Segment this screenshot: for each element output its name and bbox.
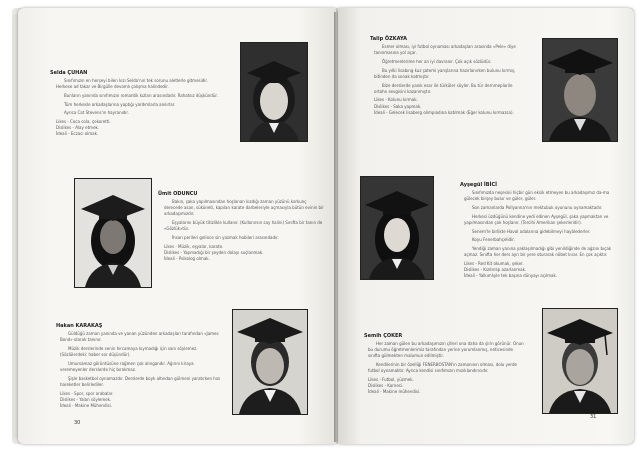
likes-list [368, 377, 526, 396]
student-bio [464, 190, 620, 279]
likes-line: Likes - Müzik, eşyalar, karate. [164, 243, 224, 249]
page-number: 30 [74, 420, 81, 426]
bio-paragraph: Kendilerinin bir özelliği FENERBOSTAN'ın zamanının olması, dolu yerde futbol oynamaktır. Ayrıca kendisi sınıfımızın mızıklandırıcıdır. [368, 362, 517, 374]
bio-paragraph: Güldüğü zaman yanında ve yanan yüzünden arkadaşları tarafından «James Bond» olarak tanınır. [60, 331, 219, 343]
bio-paragraph: Bunların yanında sınıfımızın romantik kızları arasındadır. Rahatsız düşkündür. [64, 92, 218, 98]
student-name: Hakan KARAKAŞ [56, 323, 103, 329]
student-name: Ümit ODUNCU [158, 191, 198, 197]
right-page [338, 8, 634, 444]
page-number: 31 [590, 414, 597, 420]
photo-semih-coker [542, 308, 618, 414]
photo-aysegul-ibici [360, 176, 434, 280]
student-name: Semih ÇOKER [364, 333, 403, 339]
ideal-line: İdeali - Yalkımlıyle tek başına dünyayı açılmak. [464, 273, 558, 279]
likes-line: Likes - Futbol, yüzmek. [368, 377, 414, 383]
dislikes-line: Dislikes - Yalan söylemek. [60, 396, 112, 402]
bio-paragraph: Koyu Fenerbahçelidir. [472, 237, 515, 243]
student-name: Ayşegül İBİCİ [460, 182, 497, 188]
student-name: Talip ÖZKAYA [370, 36, 408, 42]
bio-paragraph: Umursamaz görüntüsüne rağmen çok alıngandır. Ağırını kiraya veremeyenler derslerde hiç bırakmaz. [60, 360, 194, 373]
likes-line: Likes - Red Kit okumak, şeker. [464, 260, 524, 266]
student-name: Selda ÇUHAN [50, 70, 88, 76]
photo-hakan-karakas [232, 309, 308, 415]
bio-paragraph: Sınıfımızın en herşeyi bilen kızı Selda'nın tek sorunu aletlerle gitmesidir. Herkese ad takar ve Birgülle devamlı çalışma halindedir. [56, 78, 208, 90]
bio-paragraph: Bakın, şaka yapılmasından hoşlanan kızdığı zaman yüzünü korkunç derecede asan, sükûneti, kapıları karate darbeleriyle açmasıyla bütün evinin bir arkadaşımızdır. [164, 199, 324, 217]
bio-paragraph: Şişle basketbol oynamazdır. Derslerde boyk altından gülmeni yaratırken hızı hareketler belirlediler. [60, 375, 221, 387]
likes-list [56, 119, 224, 138]
bio-paragraph: Sınıfımızda neşesini hiçbir gün eksik etmeyen bu arkadaşımız da-ma gülecek birşey bulur ve güler, güler. [464, 190, 610, 202]
bio-paragraph: Eşyalarını büyük titizlikle kullanır. (Kullanırsın say halini) Sınıfta bir tanın de «Gözlük»tür. [164, 220, 323, 232]
bio-paragraph: Öğretmenlerime her an iyi davranır. Çok açık sözlüdür. [382, 58, 492, 64]
bio-paragraph: Tüm herkesle arkadaşlarına yaptığı yardımlarla anılırlar. [64, 101, 176, 107]
bio-paragraph: Son zamanlarda Pollyanna'nın mektubuk oyununu oynamaktadır. [472, 204, 603, 210]
bio-paragraph: Bu yılki lisabıng kuz şatemi yarışlarına hazırlanırken bulunu kırmış, bitinden da sonak katmıştır. [374, 67, 516, 79]
likes-list [60, 391, 222, 410]
likes-list [464, 261, 620, 280]
student-bio [368, 341, 526, 396]
open-yearbook [12, 8, 634, 444]
bio-paragraph: Bize derslerde yanık esar ile türküler söyler. Bu tür dernmeplarile ortahn sevgisini kazanmıştır. [374, 82, 513, 94]
student-bio [164, 199, 326, 262]
student-bio [374, 44, 524, 116]
bio-paragraph: Ayrıca Cat Stevens'ın hayranıdır. [64, 110, 129, 116]
left-page [18, 8, 336, 444]
ideal-line: İdeali - Makine Mühendisi. [60, 403, 113, 409]
ideal-line: İdeali - Eczacı olmak. [56, 131, 99, 137]
ideal-line: İdeali - Makine mühendisi. [368, 389, 421, 395]
photo-selda-cuhan [240, 42, 308, 142]
bio-paragraph: Senem'le birlikte Haval adalarına gidebilmeyi hayâlederler. [472, 228, 591, 234]
dislikes-line: Dislikes - Kızdırılıp azarlanmak. [464, 267, 527, 273]
bio-paragraph: Yendiği zaman yanına yaklaşılmadığı gibi yenildiğinde de ağzını bıçak açmaz. Sınıfta her ders ayrı bir yere oturarak nöbet kırar. En çok açıktır. [464, 245, 612, 258]
ideal-line: İdeali - Gelecek lisaberg olimpiadına katılmak (Eğer kolunu kırmazsa). [374, 109, 514, 115]
bio-paragraph: Esmer olması, iyi futbol oynaması arkadaşları arasında «Pele» diye tanınmasına yol açar. [374, 44, 516, 56]
bio-paragraph: Herkesi üzdüğünü kendine yedi edinen Ayşegül, şaka yapmaktan ve yapılmasından çok hoşlanır. (Tercihi Amerikan şekerleridir). [464, 213, 609, 225]
dislikes-line: Dislikes - Yapmadığı bir şeyden dolayı suçlanmak. [164, 249, 264, 255]
likes-list [164, 244, 326, 263]
likes-line: Likes - Kolunu kırmak. [374, 97, 418, 103]
bio-paragraph: Müzik derslerinde senin hırcamaya kıymadığı için sanı söylemez. (Sözlülerdeki: haber sor düşündür). [60, 345, 198, 358]
dislikes-line: Dislikes - Karnesi. [368, 383, 404, 389]
dislikes-line: Dislikes - Saka yapmak. [374, 103, 422, 109]
likes-list [374, 97, 524, 116]
photo-talip-ozkaya [542, 38, 618, 142]
likes-line: Likes - Coca cola, çokoretti. [56, 119, 111, 125]
bio-paragraph: Her zaman gülen bu arkadaşımızın çilleri ona daha da şirin görünür. Onun bu durumu öğretmenlerimiz tarafından yerine yorumlanmış, neticesinde sınıfta gülmekten malumun edilmiştir. [368, 341, 524, 359]
student-bio [56, 78, 224, 138]
ideal-line: İdeali - Psikolog olmak. [164, 256, 210, 262]
bio-paragraph: İhsan perileri gelince sin yazmak hobileri arasındadır. [172, 235, 279, 241]
dislikes-line: Dislikes - Alay etmek. [56, 125, 100, 131]
likes-line: Likes - Spor, spor arabalar. [60, 390, 114, 396]
photo-umit-oduncu [74, 178, 152, 288]
student-bio [60, 331, 222, 409]
